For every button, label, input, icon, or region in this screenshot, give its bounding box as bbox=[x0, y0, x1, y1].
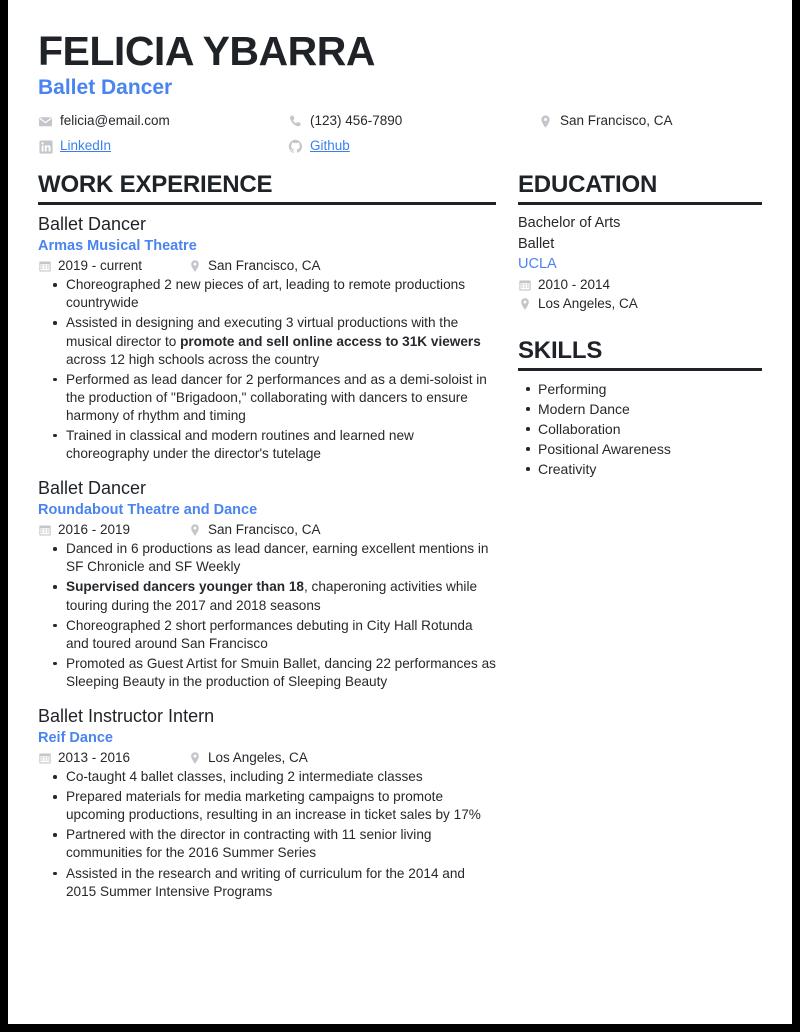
job-bullet: Supervised dancers younger than 18, chaperoning activities while touring during the 2017 and 2018 seasons bbox=[66, 578, 496, 614]
job-location bbox=[188, 258, 321, 273]
job-location bbox=[188, 522, 321, 537]
skill-item: Performing bbox=[538, 379, 762, 399]
section-divider bbox=[518, 368, 762, 371]
job-dates bbox=[38, 522, 188, 537]
job-list bbox=[38, 213, 496, 901]
resume-page bbox=[8, 0, 792, 1024]
job-bullet: Co-taught 4 ballet classes, including 2 intermediate classes bbox=[66, 768, 496, 786]
education-location bbox=[518, 294, 762, 314]
work-experience-section bbox=[38, 172, 496, 901]
resume-body bbox=[8, 156, 792, 903]
job-meta bbox=[38, 258, 496, 273]
location-pin-icon bbox=[188, 523, 202, 537]
job-dates bbox=[38, 258, 188, 273]
location-pin-icon bbox=[538, 114, 553, 129]
job-bullet: Assisted in the research and writing of curriculum for the 2014 and 2015 Summer Intensive Programs bbox=[66, 865, 496, 901]
contact-location-label: San Francisco, CA bbox=[560, 113, 673, 129]
skills-section bbox=[518, 338, 762, 479]
linkedin-icon bbox=[38, 139, 53, 154]
contact-email-label: felicia@email.com bbox=[60, 113, 170, 129]
contact-github-label[interactable]: Github bbox=[310, 138, 350, 154]
contact-linkedin[interactable] bbox=[38, 137, 288, 155]
calendar-icon bbox=[38, 523, 52, 537]
job-company[interactable]: Armas Musical Theatre bbox=[38, 238, 197, 255]
education-section bbox=[518, 172, 762, 314]
job-bullet-list bbox=[38, 768, 496, 901]
section-divider bbox=[38, 202, 496, 205]
job-title: Ballet Dancer bbox=[38, 214, 147, 235]
skill-item: Collaboration bbox=[538, 419, 762, 439]
job-bullet: Assisted in designing and executing 3 virtual productions with the musical director to promote and sell online access to 31K viewers across 12 high schools across the country bbox=[66, 314, 496, 368]
github-icon bbox=[288, 139, 303, 154]
candidate-name: FELICIA YBARRA bbox=[38, 28, 375, 74]
side-column bbox=[518, 172, 762, 480]
skill-item: Positional Awareness bbox=[538, 439, 762, 459]
main-column bbox=[38, 172, 496, 903]
job-dates-label: 2013 - 2016 bbox=[58, 750, 131, 766]
job-bullet: Promoted as Guest Artist for Smuin Ballet, dancing 22 performances as Sleeping Beauty in the production of Sleeping Beauty bbox=[66, 655, 496, 691]
job-bullet: Danced in 6 productions as lead dancer, earning excellent mentions in SF Chronicle and SF Weekly bbox=[66, 540, 496, 576]
job-company[interactable]: Roundabout Theatre and Dance bbox=[38, 502, 258, 519]
candidate-role: Ballet Dancer bbox=[38, 76, 173, 100]
job-location-label: San Francisco, CA bbox=[208, 522, 321, 538]
contact-phone-label: (123) 456-7890 bbox=[310, 113, 403, 129]
job-bullet: Choreographed 2 new pieces of art, leading to remote productions countrywide bbox=[66, 276, 496, 312]
contact-email[interactable] bbox=[38, 112, 288, 130]
skills-heading: SKILLS bbox=[518, 336, 603, 364]
job-company[interactable]: Reif Dance bbox=[38, 730, 113, 747]
resume-header bbox=[8, 0, 792, 156]
job-bullet: Trained in classical and modern routines and learned new choreography under the director's tutelage bbox=[66, 427, 496, 463]
job-meta bbox=[38, 750, 496, 765]
education-dates bbox=[518, 275, 762, 295]
location-pin-icon bbox=[188, 751, 202, 765]
location-pin-icon bbox=[188, 259, 202, 273]
calendar-icon bbox=[518, 278, 532, 292]
job-title: Ballet Dancer bbox=[38, 478, 147, 499]
work-experience-heading: WORK EXPERIENCE bbox=[38, 170, 273, 198]
skills-list bbox=[518, 379, 762, 479]
skill-item: Creativity bbox=[538, 459, 762, 479]
job-bullet: Partnered with the director in contracting with 11 senior living communities for the 2016 Summer Series bbox=[66, 826, 496, 862]
job-location bbox=[188, 750, 308, 765]
contact-linkedin-label[interactable]: LinkedIn bbox=[60, 138, 112, 154]
skill-item: Modern Dance bbox=[538, 399, 762, 419]
job-bullet-list bbox=[38, 540, 496, 691]
job-bullet: Performed as lead dancer for 2 performances and as a demi-soloist in the production of "Brigadoon," collaborating with dancers to ensure harmony of rhythm and timing bbox=[66, 371, 496, 425]
contact-location bbox=[538, 112, 762, 130]
job-entry bbox=[38, 705, 496, 901]
job-dates-label: 2016 - 2019 bbox=[58, 522, 131, 538]
job-entry bbox=[38, 213, 496, 463]
education-school[interactable]: UCLA bbox=[518, 256, 557, 273]
phone-icon bbox=[288, 114, 303, 129]
job-bullet: Prepared materials for media marketing campaigns to promote upcoming productions, resulting in an increase in ticket sales by 17% bbox=[66, 788, 496, 824]
calendar-icon bbox=[38, 259, 52, 273]
education-dates-label: 2010 - 2014 bbox=[538, 276, 611, 292]
contact-phone[interactable] bbox=[288, 112, 538, 130]
job-bullet: Choreographed 2 short performances debuting in City Hall Rotunda and toured around San Francisco bbox=[66, 617, 496, 653]
job-dates-label: 2019 - current bbox=[58, 258, 143, 274]
job-bullet-list bbox=[38, 276, 496, 463]
contact-info bbox=[38, 112, 762, 155]
job-meta bbox=[38, 522, 496, 537]
job-location-label: San Francisco, CA bbox=[208, 258, 321, 274]
education-heading: EDUCATION bbox=[518, 170, 658, 198]
job-entry bbox=[38, 477, 496, 691]
envelope-icon bbox=[38, 114, 53, 129]
location-pin-icon bbox=[518, 297, 532, 311]
job-dates bbox=[38, 750, 188, 765]
education-degree: Bachelor of Arts bbox=[518, 215, 621, 232]
section-divider bbox=[518, 202, 762, 205]
job-location-label: Los Angeles, CA bbox=[208, 750, 308, 766]
calendar-icon bbox=[38, 751, 52, 765]
job-title: Ballet Instructor Intern bbox=[38, 705, 215, 726]
contact-github[interactable] bbox=[288, 137, 538, 155]
education-field: Ballet bbox=[518, 235, 555, 252]
education-location-label: Los Angeles, CA bbox=[538, 296, 638, 312]
